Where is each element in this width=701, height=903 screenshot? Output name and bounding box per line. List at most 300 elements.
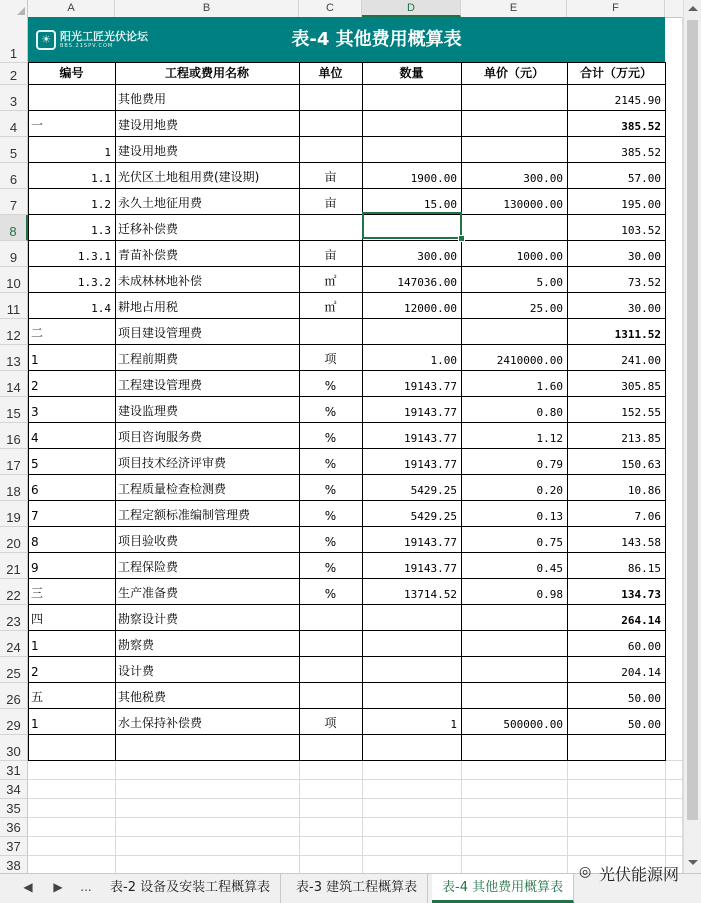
table-cell-id[interactable]	[28, 85, 115, 111]
table-cell-qty[interactable]	[362, 345, 461, 371]
row-header-37[interactable]	[0, 837, 28, 856]
table-cell-qty[interactable]	[362, 319, 461, 345]
sheet-title-banner	[28, 17, 665, 63]
row-header-4[interactable]	[0, 111, 28, 137]
table-cell-total[interactable]	[567, 605, 665, 631]
table-cell-price[interactable]	[461, 137, 567, 163]
table-border	[28, 448, 666, 449]
table-cell-unit[interactable]	[299, 475, 362, 501]
table-cell-price-text: 0.20	[536, 484, 563, 497]
table-cell-unit[interactable]	[299, 345, 362, 371]
row-header-16[interactable]	[0, 423, 28, 449]
row-header-23[interactable]	[0, 605, 28, 631]
table-cell-name[interactable]	[115, 683, 299, 709]
table-border	[28, 344, 666, 345]
table-cell-id[interactable]	[28, 267, 115, 293]
row-header-14[interactable]	[0, 371, 28, 397]
table-cell-id[interactable]	[28, 527, 115, 553]
tab-next-icon[interactable]: ▶	[53, 880, 63, 894]
table-cell-id[interactable]	[28, 293, 115, 319]
gridline	[567, 761, 568, 873]
table-header-cell[interactable]	[299, 63, 362, 85]
row-number: 31	[6, 763, 21, 778]
table-cell-name[interactable]	[115, 241, 299, 267]
table-cell-total[interactable]	[567, 267, 665, 293]
table-cell-unit[interactable]	[299, 137, 362, 163]
tab-sheet-4[interactable]: 表-4 其他费用概算表	[432, 874, 574, 903]
table-cell-unit[interactable]	[299, 319, 362, 345]
table-cell-qty[interactable]	[362, 657, 461, 683]
table-cell-id[interactable]	[28, 683, 115, 709]
table-cell-total-text: 86.15	[627, 562, 661, 575]
table-cell-qty-text: 19143.77	[404, 406, 457, 419]
table-cell-total[interactable]	[567, 683, 665, 709]
table-cell-total[interactable]	[567, 371, 665, 397]
table-cell-price-text: 1.12	[536, 432, 563, 445]
table-cell-qty[interactable]	[362, 527, 461, 553]
table-cell-price[interactable]	[461, 423, 567, 449]
table-cell-name-text: 项目咨询服务费	[118, 430, 203, 444]
table-cell-price[interactable]	[461, 449, 567, 475]
table-cell-unit[interactable]	[299, 735, 362, 761]
table-cell-qty-text: 12000.00	[404, 302, 457, 315]
table-cell-price-text: 0.13	[536, 510, 563, 523]
table-border	[28, 110, 666, 111]
table-cell-price[interactable]	[461, 475, 567, 501]
table-cell-unit[interactable]	[299, 579, 362, 605]
table-cell-unit[interactable]	[299, 501, 362, 527]
table-cell-name[interactable]	[115, 267, 299, 293]
row-header-20[interactable]	[0, 527, 28, 553]
table-cell-price[interactable]	[461, 657, 567, 683]
table-cell-id-text: 4	[31, 431, 39, 445]
table-cell-id[interactable]	[28, 475, 115, 501]
table-cell-qty[interactable]	[362, 553, 461, 579]
table-cell-total[interactable]	[567, 527, 665, 553]
table-cell-name[interactable]	[115, 605, 299, 631]
table-cell-unit[interactable]	[299, 527, 362, 553]
table-cell-id[interactable]	[28, 241, 115, 267]
table-cell-id[interactable]	[28, 735, 115, 761]
row-header-12[interactable]	[0, 319, 28, 345]
tab-more-button[interactable]: ...	[80, 880, 92, 894]
table-cell-name[interactable]	[115, 579, 299, 605]
table-cell-id[interactable]	[28, 163, 115, 189]
table-cell-price-text: 1000.00	[516, 250, 563, 263]
table-cell-qty-text: 19143.77	[404, 380, 457, 393]
table-cell-qty[interactable]	[362, 709, 461, 735]
row-number: 34	[6, 782, 21, 797]
table-cell-name[interactable]	[115, 657, 299, 683]
row-header-21[interactable]	[0, 553, 28, 579]
table-cell-unit-text: %	[324, 457, 337, 471]
table-cell-unit[interactable]	[299, 423, 362, 449]
table-cell-name-text: 项目建设管理费	[118, 326, 203, 340]
table-cell-total[interactable]	[567, 501, 665, 527]
vertical-scrollbar[interactable]	[683, 0, 701, 873]
row-header-26[interactable]	[0, 683, 28, 709]
table-cell-unit[interactable]	[299, 631, 362, 657]
table-cell-id[interactable]	[28, 449, 115, 475]
table-cell-total[interactable]	[567, 709, 665, 735]
table-cell-price[interactable]	[461, 241, 567, 267]
table-cell-name[interactable]	[115, 527, 299, 553]
table-cell-total[interactable]	[567, 735, 665, 761]
row-header-1[interactable]	[0, 17, 28, 63]
table-cell-price-text: 5.00	[536, 276, 563, 289]
table-cell-qty[interactable]	[362, 111, 461, 137]
table-cell-name[interactable]	[115, 189, 299, 215]
row-header-5[interactable]	[0, 137, 28, 163]
table-cell-unit[interactable]	[299, 293, 362, 319]
table-cell-name-text: 迁移补偿费	[118, 222, 179, 236]
table-cell-qty[interactable]	[362, 683, 461, 709]
table-header-cell[interactable]	[567, 63, 665, 85]
row-number: 1	[9, 46, 18, 61]
table-header-cell[interactable]	[115, 63, 299, 85]
table-cell-price[interactable]	[461, 85, 567, 111]
table-cell-id[interactable]	[28, 345, 115, 371]
row-number: 14	[6, 380, 21, 395]
table-border	[28, 84, 666, 85]
table-cell-price[interactable]	[461, 553, 567, 579]
table-cell-name[interactable]	[115, 371, 299, 397]
select-all-corner[interactable]	[0, 0, 28, 17]
tab-sheet-2[interactable]: 表-2 设备及安装工程概算表	[100, 874, 281, 903]
table-cell-id-text: 1.3.2	[77, 276, 111, 289]
table-border	[28, 760, 666, 761]
table-cell-name-text: 工程定额标准编制管理费	[118, 508, 251, 522]
row-header-9[interactable]	[0, 241, 28, 267]
table-cell-id[interactable]	[28, 371, 115, 397]
gridline	[28, 779, 683, 780]
table-cell-total-text: 204.14	[621, 666, 661, 679]
scroll-down-arrow-icon[interactable]	[688, 860, 698, 865]
table-cell-unit[interactable]	[299, 215, 362, 241]
row-header-38[interactable]	[0, 856, 28, 873]
table-cell-qty[interactable]	[362, 85, 461, 111]
table-cell-total[interactable]	[567, 553, 665, 579]
row-header-25[interactable]	[0, 657, 28, 683]
table-cell-total[interactable]	[567, 319, 665, 345]
row-header-15[interactable]	[0, 397, 28, 423]
table-cell-total-text: 150.63	[621, 458, 661, 471]
row-header-34[interactable]	[0, 780, 28, 799]
table-header-cell[interactable]	[28, 63, 115, 85]
table-cell-price[interactable]	[461, 319, 567, 345]
table-cell-price[interactable]	[461, 631, 567, 657]
row-header-8[interactable]	[0, 215, 28, 241]
column-header-a[interactable]: A	[28, 0, 115, 17]
table-cell-qty[interactable]	[362, 397, 461, 423]
table-border	[28, 318, 666, 319]
table-cell-total-text: 1311.52	[614, 328, 661, 341]
table-cell-unit[interactable]	[299, 605, 362, 631]
table-cell-name[interactable]	[115, 215, 299, 241]
column-header-f[interactable]: F	[567, 0, 665, 17]
table-cell-name-text: 其他费用	[118, 92, 167, 106]
table-border	[28, 370, 666, 371]
row-header-30[interactable]	[0, 735, 28, 761]
table-border	[28, 136, 666, 137]
table-border	[28, 682, 666, 683]
table-cell-price[interactable]	[461, 501, 567, 527]
row-number: 23	[6, 614, 21, 629]
table-cell-total-text: 60.00	[627, 640, 661, 653]
table-cell-name-text: 永久土地征用费	[118, 196, 203, 210]
column-header-c[interactable]: C	[299, 0, 362, 17]
table-cell-name-text: 勘察设计费	[118, 612, 179, 626]
table-cell-id-text: 四	[31, 612, 44, 626]
table-cell-id[interactable]	[28, 579, 115, 605]
table-cell-qty-text: 19143.77	[404, 458, 457, 471]
fill-handle[interactable]	[458, 235, 465, 242]
table-cell-id-text: 6	[31, 483, 39, 497]
table-cell-id-text: 1.4	[91, 302, 111, 315]
tab-prev-icon[interactable]: ◀	[23, 880, 33, 894]
table-cell-id[interactable]	[28, 423, 115, 449]
table-cell-price-text: 1.60	[536, 380, 563, 393]
table-cell-name[interactable]	[115, 319, 299, 345]
row-number: 36	[6, 820, 21, 835]
table-cell-total[interactable]	[567, 423, 665, 449]
row-header-13[interactable]	[0, 345, 28, 371]
table-cell-unit[interactable]	[299, 449, 362, 475]
table-cell-name-text: 勘察费	[118, 638, 155, 652]
table-border	[28, 422, 666, 423]
table-cell-unit-text: %	[324, 587, 337, 601]
table-cell-price[interactable]	[461, 371, 567, 397]
table-cell-total[interactable]	[567, 475, 665, 501]
table-cell-name-text: 工程建设管理费	[118, 378, 203, 392]
table-cell-name[interactable]	[115, 85, 299, 111]
table-cell-name-text: 建设用地费	[118, 144, 179, 158]
table-cell-total[interactable]	[567, 657, 665, 683]
gridline	[362, 761, 363, 873]
table-cell-total[interactable]	[567, 241, 665, 267]
table-border	[115, 63, 116, 761]
table-cell-id[interactable]	[28, 397, 115, 423]
table-cell-qty[interactable]	[362, 631, 461, 657]
table-cell-qty-text: 147036.00	[397, 276, 457, 289]
table-cell-name[interactable]	[115, 631, 299, 657]
table-cell-name[interactable]	[115, 475, 299, 501]
row-number: 6	[9, 172, 18, 187]
column-header-d[interactable]: D	[362, 0, 461, 17]
table-cell-price[interactable]	[461, 709, 567, 735]
table-cell-total-text: 385.52	[621, 120, 661, 133]
table-cell-unit[interactable]	[299, 657, 362, 683]
table-border	[28, 292, 666, 293]
table-cell-qty-text: 5429.25	[410, 484, 457, 497]
scrollbar-thumb[interactable]	[687, 20, 698, 820]
table-cell-id[interactable]	[28, 709, 115, 735]
row-number: 11	[6, 302, 21, 317]
row-number: 5	[9, 146, 18, 161]
table-border	[28, 604, 666, 605]
table-cell-id[interactable]	[28, 319, 115, 345]
table-cell-name[interactable]	[115, 449, 299, 475]
table-cell-total[interactable]	[567, 345, 665, 371]
table-header-cell[interactable]	[461, 63, 567, 85]
table-cell-total[interactable]	[567, 293, 665, 319]
row-header-18[interactable]	[0, 475, 28, 501]
table-cell-total[interactable]	[567, 215, 665, 241]
column-header-e[interactable]: E	[461, 0, 567, 17]
gridline	[28, 817, 683, 818]
table-cell-qty[interactable]	[362, 241, 461, 267]
table-cell-qty[interactable]	[362, 449, 461, 475]
row-number: 8	[9, 224, 17, 239]
row-header-2[interactable]	[0, 63, 28, 85]
row-header-36[interactable]	[0, 818, 28, 837]
table-cell-total-text: 103.52	[621, 224, 661, 237]
table-cell-total[interactable]	[567, 111, 665, 137]
table-cell-unit-text: ㎡	[324, 300, 337, 314]
table-cell-price[interactable]	[461, 735, 567, 761]
table-cell-total[interactable]	[567, 631, 665, 657]
table-cell-total[interactable]	[567, 163, 665, 189]
row-header-24[interactable]	[0, 631, 28, 657]
table-cell-id[interactable]	[28, 657, 115, 683]
table-cell-name[interactable]	[115, 137, 299, 163]
table-cell-price[interactable]	[461, 683, 567, 709]
row-header-7[interactable]	[0, 189, 28, 215]
table-cell-name[interactable]	[115, 397, 299, 423]
row-header-6[interactable]	[0, 163, 28, 189]
table-cell-name[interactable]	[115, 553, 299, 579]
table-cell-price[interactable]	[461, 163, 567, 189]
table-cell-name[interactable]	[115, 423, 299, 449]
row-header-19[interactable]	[0, 501, 28, 527]
table-cell-unit[interactable]	[299, 709, 362, 735]
table-cell-qty[interactable]	[362, 475, 461, 501]
tab-sheet-3[interactable]: 表-3 建筑工程概算表	[286, 874, 428, 903]
table-cell-id[interactable]	[28, 189, 115, 215]
table-cell-total[interactable]	[567, 137, 665, 163]
row-number: 12	[6, 328, 21, 343]
row-header-29[interactable]	[0, 709, 28, 735]
table-cell-name[interactable]	[115, 293, 299, 319]
table-cell-name[interactable]	[115, 345, 299, 371]
row-number: 38	[6, 858, 21, 873]
table-cell-qty[interactable]	[362, 605, 461, 631]
row-header-22[interactable]	[0, 579, 28, 605]
row-header-31[interactable]	[0, 761, 28, 780]
table-cell-id[interactable]	[28, 553, 115, 579]
table-cell-price[interactable]	[461, 215, 567, 241]
column-header-b[interactable]: B	[115, 0, 299, 17]
table-cell-id-text: 1	[31, 639, 39, 653]
table-cell-price[interactable]	[461, 527, 567, 553]
row-number: 10	[6, 276, 21, 291]
table-cell-id[interactable]	[28, 631, 115, 657]
table-cell-name[interactable]	[115, 111, 299, 137]
table-cell-unit[interactable]	[299, 85, 362, 111]
table-cell-qty[interactable]	[362, 371, 461, 397]
table-cell-qty[interactable]	[362, 137, 461, 163]
table-cell-qty[interactable]	[362, 293, 461, 319]
table-cell-unit[interactable]	[299, 163, 362, 189]
row-header-35[interactable]	[0, 799, 28, 818]
table-cell-name-text: 项目验收费	[118, 534, 179, 548]
table-cell-price[interactable]	[461, 189, 567, 215]
table-cell-id-text: 1.3	[91, 224, 111, 237]
table-cell-qty-text: 1.00	[430, 354, 457, 367]
row-header-17[interactable]	[0, 449, 28, 475]
scroll-up-arrow-icon[interactable]	[688, 6, 698, 11]
table-cell-id[interactable]	[28, 605, 115, 631]
table-cell-price[interactable]	[461, 397, 567, 423]
table-cell-name-text: 未成林林地补偿	[118, 274, 203, 288]
table-cell-total[interactable]	[567, 579, 665, 605]
table-cell-unit[interactable]	[299, 111, 362, 137]
row-header-11[interactable]	[0, 293, 28, 319]
table-cell-qty[interactable]	[362, 735, 461, 761]
table-cell-name[interactable]	[115, 709, 299, 735]
table-cell-unit[interactable]	[299, 241, 362, 267]
table-cell-unit[interactable]	[299, 683, 362, 709]
table-cell-total[interactable]	[567, 449, 665, 475]
table-cell-price[interactable]	[461, 267, 567, 293]
table-cell-qty[interactable]	[362, 267, 461, 293]
table-cell-id[interactable]	[28, 111, 115, 137]
table-cell-id[interactable]	[28, 215, 115, 241]
table-cell-total[interactable]	[567, 189, 665, 215]
table-border	[567, 63, 568, 761]
table-cell-total[interactable]	[567, 397, 665, 423]
table-cell-unit[interactable]	[299, 397, 362, 423]
table-cell-unit[interactable]	[299, 189, 362, 215]
table-cell-total[interactable]	[567, 85, 665, 111]
table-cell-price-text: 300.00	[523, 172, 563, 185]
table-cell-qty[interactable]	[362, 163, 461, 189]
sheet-title: 表-4 其他费用概算表	[291, 29, 462, 50]
row-header-10[interactable]	[0, 267, 28, 293]
row-header-3[interactable]	[0, 85, 28, 111]
table-cell-unit[interactable]	[299, 553, 362, 579]
table-cell-price[interactable]	[461, 111, 567, 137]
table-cell-qty[interactable]	[362, 423, 461, 449]
table-header-cell[interactable]	[362, 63, 461, 85]
table-cell-name[interactable]	[115, 735, 299, 761]
table-cell-total-text: 241.00	[621, 354, 661, 367]
table-cell-total-text: 152.55	[621, 406, 661, 419]
table-cell-id-text: 1	[31, 353, 39, 367]
table-cell-qty[interactable]	[362, 579, 461, 605]
table-cell-price[interactable]	[461, 579, 567, 605]
row-number: 30	[6, 744, 21, 759]
table-cell-name[interactable]	[115, 163, 299, 189]
table-cell-total-text: 30.00	[627, 302, 661, 315]
table-cell-id[interactable]	[28, 137, 115, 163]
table-cell-unit[interactable]	[299, 267, 362, 293]
table-cell-unit-text: 亩	[324, 170, 337, 184]
table-cell-id[interactable]	[28, 501, 115, 527]
table-cell-price[interactable]	[461, 345, 567, 371]
table-cell-total-text: 264.14	[621, 614, 661, 627]
table-cell-name[interactable]	[115, 501, 299, 527]
table-cell-unit-text: %	[324, 431, 337, 445]
table-cell-price-text: 500000.00	[503, 718, 563, 731]
table-cell-unit[interactable]	[299, 371, 362, 397]
table-cell-qty-text: 19143.77	[404, 536, 457, 549]
table-cell-qty[interactable]	[362, 501, 461, 527]
table-cell-price[interactable]	[461, 293, 567, 319]
selected-cell-D8[interactable]	[362, 212, 462, 239]
table-cell-price[interactable]	[461, 605, 567, 631]
row-number: 37	[6, 839, 21, 854]
